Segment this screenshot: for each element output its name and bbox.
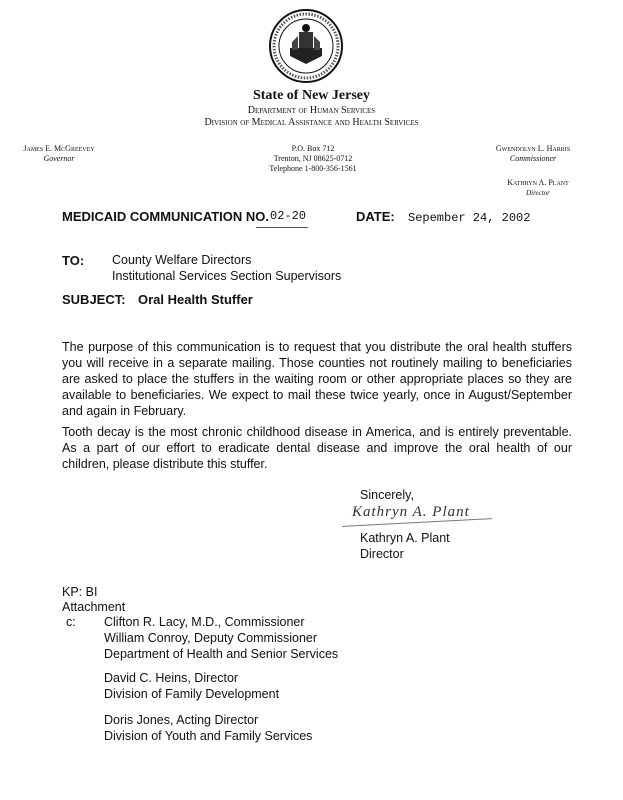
cc-line: Clifton R. Lacy, M.D., Commissioner xyxy=(104,615,305,629)
director-top-name: Kathryn A. Plant xyxy=(507,178,569,187)
communication-number: 02-20 xyxy=(270,209,307,223)
cc-line: Division of Family Development xyxy=(104,687,280,701)
state-seal xyxy=(268,8,344,84)
governor-name: James E. McGreevey xyxy=(23,144,95,153)
cc-line: Doris Jones, Acting Director xyxy=(104,713,259,727)
cc-group-1 xyxy=(104,614,338,662)
communication-underline xyxy=(256,227,308,228)
attachment-label: Attachment xyxy=(62,600,126,614)
commissioner-title: Commissioner xyxy=(509,154,557,163)
subject-label: SUBJECT: xyxy=(62,292,126,307)
to-label: TO: xyxy=(62,253,85,268)
division-name: Division of Medical Assistance and Health Services xyxy=(204,117,419,128)
address-line2: Trenton, NJ 08625-0712 xyxy=(273,154,353,163)
cc-line: David C. Heins, Director xyxy=(104,671,239,685)
address-block xyxy=(238,144,388,174)
closing-title: Director xyxy=(360,547,404,561)
director-top-block xyxy=(488,178,588,198)
signature: Kathryn A. Plant xyxy=(352,504,470,520)
to-line2: Institutional Services Section Supervisors xyxy=(112,269,342,283)
cc-line: William Conroy, Deputy Commissioner xyxy=(104,631,318,645)
cc-label: c: xyxy=(66,615,76,629)
paragraph-1: The purpose of this communication is to request that you distribute the oral health stuffers you will receive in a separate mailing. Those counties not routinely mailing to beneficiaries are asked to place the stuffers in the waiting room or other appropriate places so they are available to beneficiaries. We expect to mail these twice yearly, once in August/September and again in February. xyxy=(62,340,572,418)
commissioner-block xyxy=(478,144,588,164)
state-title: State of New Jersey xyxy=(252,88,370,103)
cc-line: Division of Youth and Family Services xyxy=(104,729,313,743)
date-value: Sepember 24, 2002 xyxy=(408,211,531,225)
paragraph-2: Tooth decay is the most chronic childhood disease in America, and is entirely preventable. As a part of our effort to eradicate dental disease and improve the oral health of our children, please distribute this stuffer. xyxy=(62,425,572,471)
director-top-title: Director xyxy=(526,189,550,197)
cc-line: Department of Health and Senior Services xyxy=(104,647,339,661)
initials: KP: BI xyxy=(62,585,98,599)
governor-block xyxy=(14,144,104,164)
communication-label: MEDICAID COMMUNICATION NO. xyxy=(62,209,270,224)
closing-name: Kathryn A. Plant xyxy=(360,531,450,545)
to-line1: County Welfare Directors xyxy=(112,253,252,267)
commissioner-name: Gwendolyn L. Harris xyxy=(495,144,571,153)
address-line3: Telephone 1-800-356-1561 xyxy=(269,164,357,173)
cc-group-3 xyxy=(104,712,312,744)
subject-text: Oral Health Stuffer xyxy=(138,292,253,307)
cc-group-2 xyxy=(104,670,279,702)
closing-salutation: Sincerely, xyxy=(360,488,414,502)
address-line1: P.O. Box 712 xyxy=(291,144,335,153)
date-label: DATE: xyxy=(356,209,395,224)
department-name: Department of Human Services xyxy=(247,105,376,116)
governor-title: Governor xyxy=(43,154,75,163)
